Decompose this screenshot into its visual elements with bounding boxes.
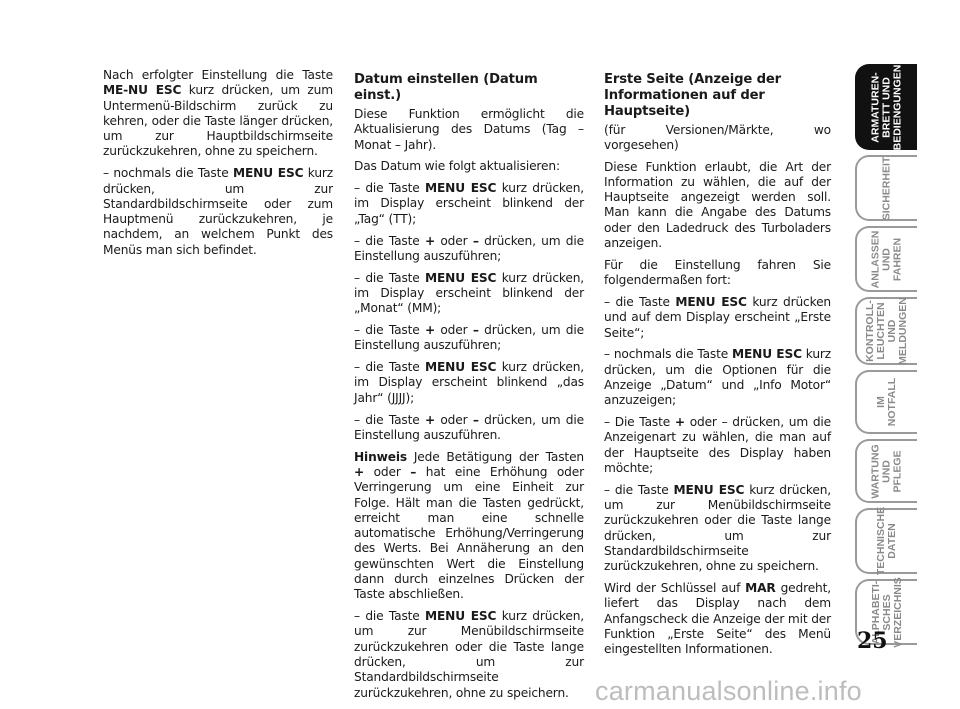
- paragraph: [604, 483, 831, 575]
- text-run: – die Taste: [604, 482, 674, 497]
- section-subheading: (für Versionen/Märkte, wo vorgesehen): [604, 123, 831, 153]
- paragraph: [604, 415, 831, 476]
- text-run: kurz drücken, im Display erscheint blinkend der „Tag“ (TT);: [354, 181, 584, 226]
- column-2: [354, 68, 584, 707]
- text-run: oder: [435, 323, 473, 338]
- text-run: Diese Funktion erlaubt, die Art der Information zu wählen, die auf der Hauptseite angezeigt werden soll. Man kann die Angabe des Datums oder den Ladedruck des Turboladers anzeigen.: [604, 159, 831, 251]
- emphasis-text: +: [354, 464, 365, 479]
- text-run: – die Taste: [354, 233, 425, 248]
- column-3: [604, 68, 831, 664]
- text-run: – Die Taste: [604, 415, 675, 430]
- chapter-tab[interactable]: ARMATUREN- BRETT UND BEDIENGUNGEN: [855, 64, 917, 150]
- chapter-tab[interactable]: ANLASSEN UND FAHREN: [855, 226, 917, 292]
- text-run: – die Taste: [354, 270, 426, 285]
- section-heading-erste-seite: Erste Seite (Anzeige der Informationen auf der Hauptseite): [604, 72, 782, 119]
- text-run: Diese Funktion ermöglicht die Aktualisierung des Datums (Tag – Monat – Jahr).: [354, 107, 584, 152]
- emphasis-text: +: [674, 415, 685, 430]
- watermark-text: carmanualsonline.info: [595, 676, 862, 706]
- text-run: kurz drücken, um zum Untermenü-Bildschirm zurück zu kehren, oder die Taste länger drücken, um zur Hauptbildschirmseite zurückzukehren, ohne zu speichern.: [103, 83, 333, 159]
- chapter-tab[interactable]: ALPHABETI- SCHES VERZEICHNIS: [855, 579, 917, 645]
- emphasis-text: MENU ESC: [425, 360, 497, 375]
- text-run: – die Taste: [604, 294, 676, 309]
- paragraph: [604, 258, 831, 289]
- emphasis-text: +: [424, 412, 435, 427]
- section-heading-datum: Datum einstellen (Datum einst.): [354, 72, 538, 103]
- text-run: oder: [435, 412, 473, 427]
- emphasis-text: MENU ESC: [732, 347, 802, 362]
- emphasis-text: MENU ESC: [233, 166, 304, 181]
- paragraph: [354, 159, 584, 174]
- text-run: Nach erfolgter Einstellung die Taste: [103, 68, 333, 82]
- paragraph: [354, 323, 584, 354]
- paragraph: [354, 234, 584, 265]
- text-run: – die Taste: [354, 360, 426, 375]
- text-run: – die Taste: [354, 412, 425, 427]
- text-run: gedreht, liefert das Display nach dem Anfangscheck die Anzeige der mit der Funktion „Erste Seite“ des Menü eingestellten Informationen.: [604, 581, 832, 657]
- emphasis-text: +: [424, 323, 435, 338]
- paragraph: [354, 413, 584, 444]
- text-run: oder – drücken, um die Anzeigenart zu wählen, die man auf der Hauptseite des Display haben möchte;: [604, 415, 831, 475]
- chapter-tab[interactable]: SICHERHEIT: [855, 155, 917, 221]
- text-run: – die Taste: [354, 323, 425, 338]
- emphasis-text: MENU ESC: [425, 181, 497, 196]
- text-run: – nochmals die Taste: [103, 166, 234, 181]
- emphasis-text: MENU ESC: [425, 270, 497, 285]
- emphasis-text: –: [472, 412, 479, 427]
- emphasis-text: MENU ESC: [675, 294, 747, 309]
- chapter-tabs: [855, 64, 923, 650]
- emphasis-text: –: [410, 464, 417, 479]
- paragraph: [604, 295, 831, 341]
- text-run: hat eine Erhöhung oder Verringerung um eine Einheit zur Folge. Hält man die Tasten gedrückt, erreicht man eine schnelle automatische Erhöhung/Verringerung des Werts. Bei Annäherung an den gewünschten Wert die Einstellung dann durch einzelnes Drücken der Taste abschließen.: [354, 464, 584, 602]
- text-run: Jede Betätigung der Tasten: [406, 449, 584, 464]
- text-run: kurz drücken, im Display erscheint blinkend „das Jahr“ (JJJJ);: [354, 360, 584, 405]
- col1-paragraph-2: [103, 166, 333, 258]
- chapter-tab[interactable]: IM NOTFALL: [855, 370, 917, 434]
- text-run: – nochmals die Taste: [604, 347, 733, 362]
- text-run: Wird der Schlüssel auf: [604, 581, 746, 596]
- paragraph: [354, 450, 584, 603]
- paragraph: [604, 347, 831, 408]
- chapter-tab[interactable]: WARTUNG UND PFLEGE: [855, 439, 917, 503]
- col1-paragraph-1: [103, 68, 333, 160]
- text-run: Das Datum wie folgt aktualisieren:: [354, 159, 560, 174]
- text-run: kurz drücken, um zur Menübildschirmseite zurückzukehren oder die Taste lange drücken, um zur Standardbildschirmseite zurückzukehren, ohne zu speichern.: [604, 482, 831, 574]
- paragraph: [354, 609, 584, 701]
- paragraph: [354, 360, 584, 406]
- paragraph: [604, 160, 831, 252]
- emphasis-text: +: [424, 233, 435, 248]
- emphasis-text: ME-NU ESC: [103, 83, 182, 98]
- text-run: kurz drücken, um die Optionen für die Anzeige „Datum“ und „Info Motor“ anzuzeigen;: [604, 347, 832, 408]
- emphasis-text: –: [472, 233, 479, 248]
- text-run: drücken, um die Einstellung auszuführen;: [354, 323, 584, 353]
- text-run: oder: [435, 233, 473, 248]
- text-run: oder: [364, 464, 411, 479]
- text-run: – die Taste: [354, 181, 426, 196]
- text-run: kurz drücken und auf dem Display erscheint „Erste Seite“;: [604, 294, 831, 340]
- col3-paragraphs: [604, 160, 831, 658]
- paragraph: [354, 181, 584, 227]
- text-run: – die Taste: [354, 609, 426, 624]
- chapter-tab[interactable]: TECHNISCHE DATEN: [855, 508, 917, 574]
- text-run: Für die Einstellung fahren Sie folgendermaßen fort:: [604, 257, 831, 288]
- page-number: 25: [857, 628, 888, 654]
- emphasis-text: Hinweis: [354, 449, 407, 464]
- emphasis-text: MENU ESC: [425, 609, 497, 624]
- emphasis-text: MAR: [745, 581, 776, 596]
- paragraph: [354, 271, 584, 317]
- paragraph: [604, 581, 831, 657]
- column-1: [103, 68, 333, 265]
- text-run: drücken, um die Einstellung auszuführen;: [354, 233, 584, 263]
- chapter-tab[interactable]: KONTROLL- LEUCHTEN UND MELDUNGEN: [855, 297, 917, 365]
- text-run: kurz drücken, um zur Menübildschirmseite zurückzukehren oder die Taste lange drücken, um zur Standardbildschirmseite zurückzukehren, ohne zu speichern.: [354, 609, 584, 700]
- col2-paragraphs: [354, 107, 584, 701]
- text-run: kurz drücken, im Display erscheint blinkend der „Monat“ (MM);: [354, 270, 584, 316]
- text-run: kurz drücken, um zur Standardbildschirmseite oder zum Hauptmenü zurückzukehren, je nachdem, an welchem Punkt des Menüs man sich befindet.: [103, 166, 334, 257]
- emphasis-text: MENU ESC: [673, 482, 745, 497]
- paragraph: [354, 107, 584, 153]
- text-run: drücken, um die Einstellung auszuführen.: [354, 412, 584, 442]
- emphasis-text: –: [472, 323, 479, 338]
